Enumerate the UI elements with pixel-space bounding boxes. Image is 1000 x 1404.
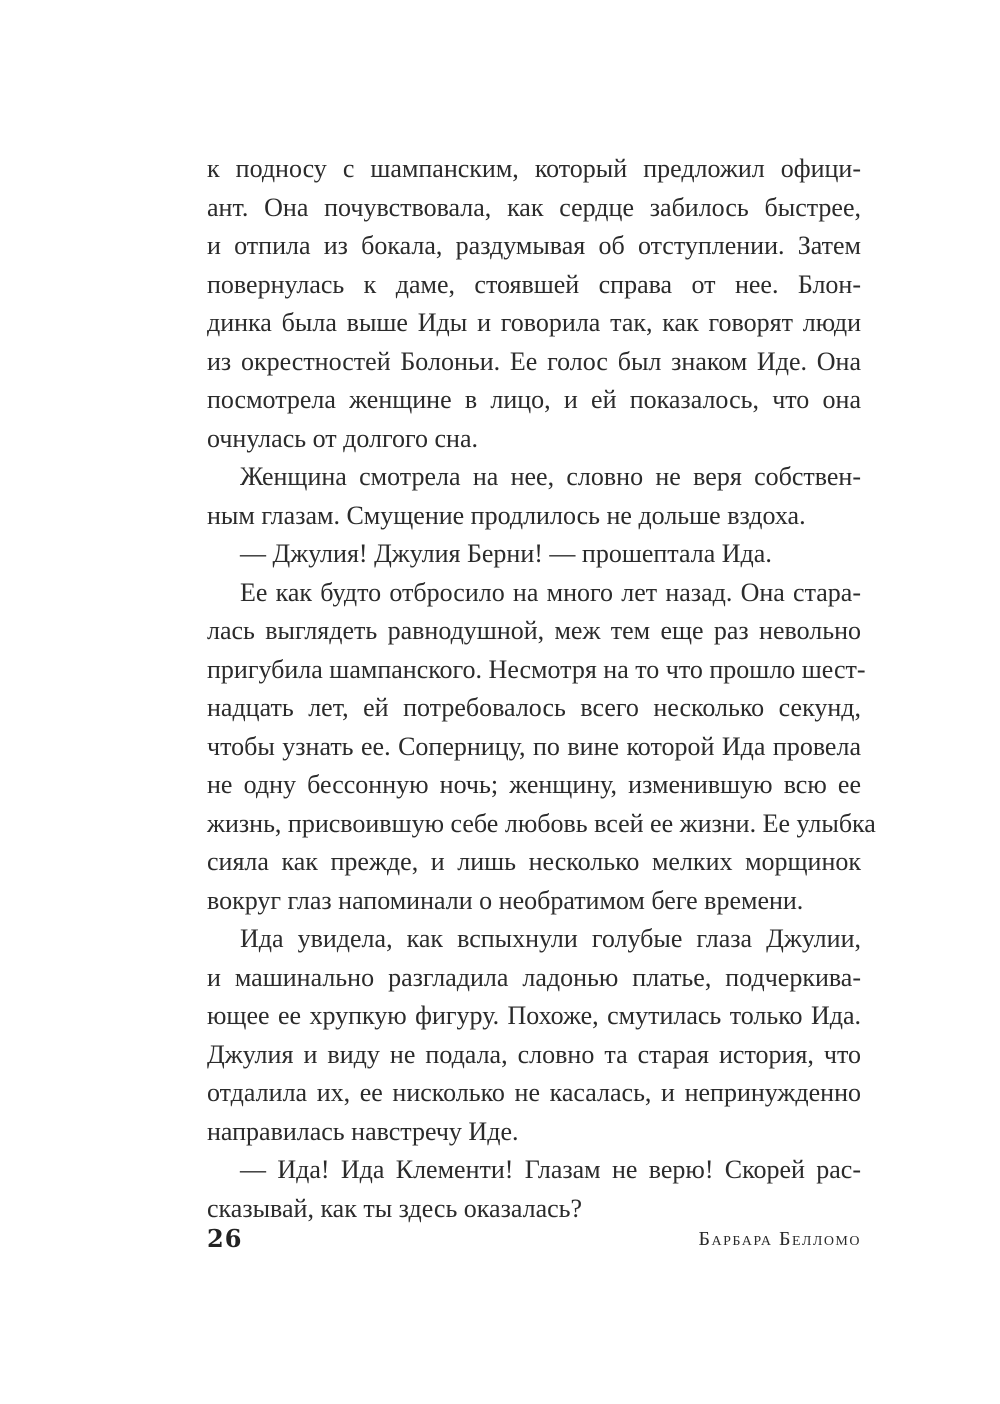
text-line: повернулась к даме, стоявшей справа от нее. Блон-: [207, 269, 861, 299]
text-line: Ида увидела, как вспыхнули голубые глаза Джулии,: [240, 924, 861, 953]
page-number: 26: [207, 1224, 243, 1253]
text-line: — Джулия! Джулия Берни! — прошептала Ида.: [240, 539, 772, 568]
text-line: надцать лет, ей потребовалось всего несколько секунд,: [207, 693, 861, 722]
text-line: и машинально разгладила ладонью платье, подчеркива-: [207, 962, 861, 992]
text-line: лась выглядеть равнодушной, меж тем еще раз невольно: [207, 616, 861, 645]
text-line: — Ида! Ида Клементи! Глазам не верю! Скорей рас-: [240, 1155, 861, 1184]
text-line: сказывай, как ты здесь оказалась?: [207, 1193, 583, 1223]
text-line: ант. Она почувствовала, как сердце забилось быстрее,: [207, 192, 861, 222]
text-line: и отпила из бокала, раздумывая об отступлении. Затем: [207, 231, 861, 260]
text-line: Ее как будто отбросило на много лет назад. Она стара-: [240, 577, 861, 607]
running-head-author: Барбара Белломо: [698, 1228, 861, 1250]
text-line: из окрестностей Болоньи. Ее голос был знаком Иде. Она: [207, 346, 861, 376]
text-line: отдалила их, ее нисколько не касалась, и непринужденно: [207, 1078, 861, 1107]
text-line: очнулась от долгого сна.: [207, 423, 478, 453]
text-line: ным глазам. Смущение продлилось не дольше вздоха.: [207, 500, 806, 530]
text-line: жизнь, присвоившую себе любовь всей ее жизни. Ее улыбка: [207, 808, 876, 838]
text-line: направилась навстречу Иде.: [207, 1116, 519, 1146]
text-line: к подносу с шампанским, который предложил офици-: [207, 154, 861, 183]
text-line: динка была выше Иды и говорила так, как говорят люди: [207, 308, 861, 337]
body-text: [207, 150, 876, 1228]
text-line: пригубила шампанского. Несмотря на то что прошло шест-: [207, 654, 866, 684]
text-line: не одну бессонную ночь; женщину, изменившую всю ее: [207, 770, 861, 799]
text-line: чтобы узнать ее. Соперницу, по вине которой Ида провела: [207, 731, 861, 761]
text-line: Женщина смотрела на нее, словно не веря собствен-: [240, 462, 861, 491]
text-line: посмотрела женщине в лицо, и ей показалось, что она: [207, 385, 861, 414]
text-line: Джулия и виду не подала, словно та старая история, что: [207, 1039, 861, 1069]
text-line: ющее ее хрупкую фигуру. Похоже, смутилась только Ида.: [207, 1001, 861, 1030]
text-line: сияла как прежде, и лишь несколько мелких морщинок: [207, 847, 861, 876]
text-line: вокруг глаз напоминали о необратимом беге времени.: [207, 885, 804, 915]
page-footer: [207, 1224, 861, 1254]
